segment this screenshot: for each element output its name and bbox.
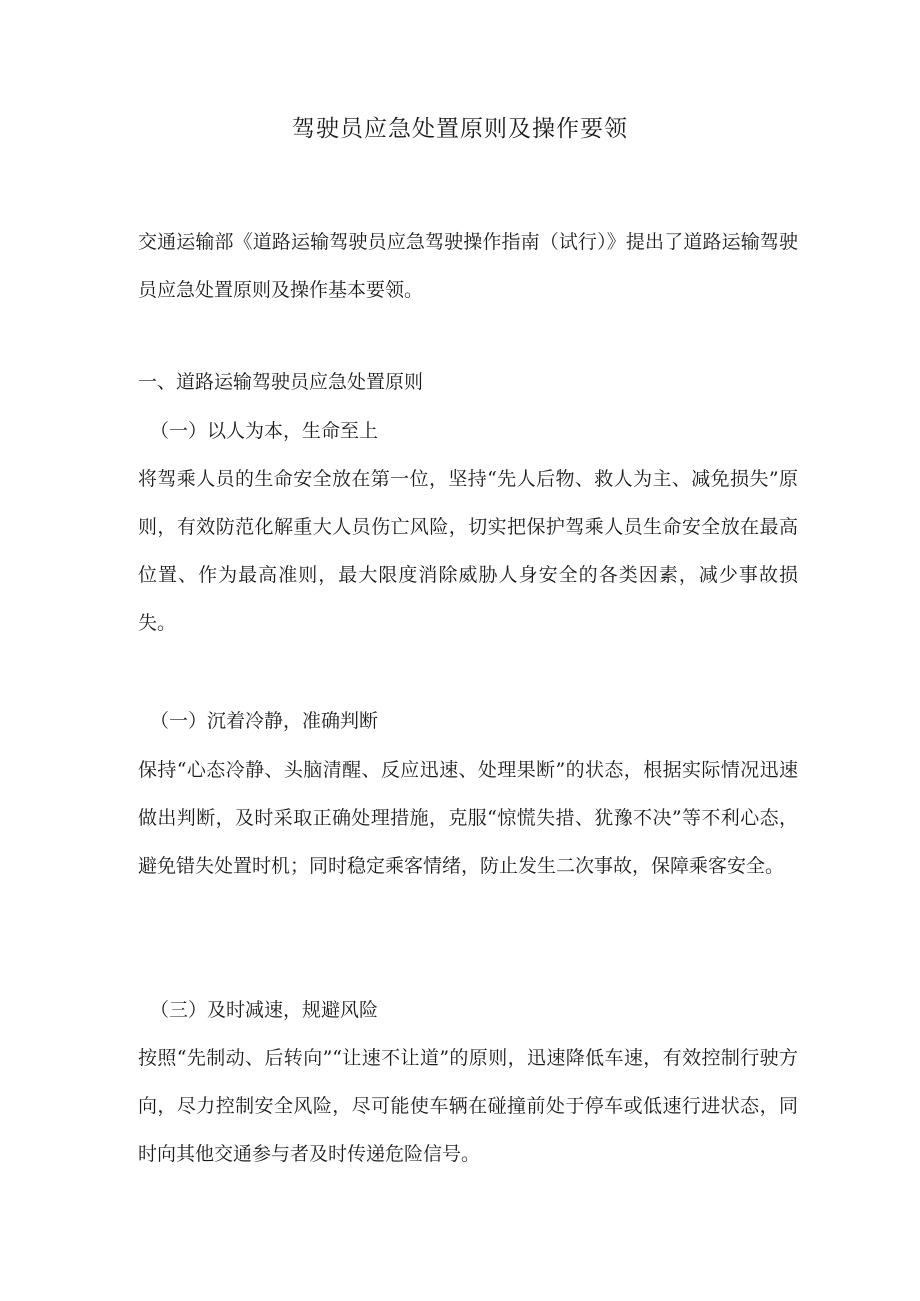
principle-3-body: 按照“先制动、后转向”“让速不让道”的原则，迅速降低车速，有效控制行驶方向，尽力控制安全风险，尽可能使车辆在碰撞前处于停车或低速行进状态，同时向其他交通参与者及时传递危险信号。 — [138, 1047, 798, 1165]
section-heading: 一、道路运输驾驶员应急处置原则 — [138, 371, 424, 393]
principle-3-heading: （三）及时减速，规避风险 — [150, 999, 379, 1021]
document-title: 驾驶员应急处置原则及操作要领 — [292, 116, 628, 142]
principle-2-heading: （一）沉着冷静，准确判断 — [150, 710, 379, 732]
principle-1-heading: （一）以人为本，生命至上 — [150, 420, 379, 442]
intro-paragraph: 交通运输部《道路运输驾驶员应急驾驶操作指南（试行）》提出了道路运输驾驶员应急处置原则及操作基本要领。 — [138, 231, 798, 301]
principle-2-body: 保持“心态冷静、头脑清醒、反应迅速、处理果断”的状态，根据实际情况迅速做出判断，及时采取正确处理措施，克服“惊慌失措、犹豫不决”等不利心态，避免错失处置时机；同时稳定乘客情绪，防止发生二次事故，保障乘客安全。 — [138, 759, 798, 877]
principle-1-body: 将驾乘人员的生命安全放在第一位，坚持“先人后物、救人为主、减免损失”原则，有效防范化解重大人员伤亡风险，切实把保护驾乘人员生命安全放在最高位置、作为最高准则，最大限度消除威胁人身安全的各类因素，减少事故损失。 — [138, 468, 798, 634]
